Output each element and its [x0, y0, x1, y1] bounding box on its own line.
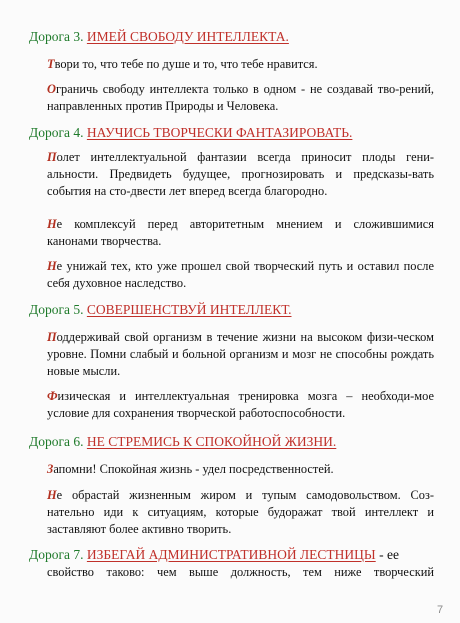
section-title: СОВЕРШЕНСТВУЙ ИНТЕЛЛЕКТ. — [86, 302, 292, 317]
section-heading-3 — [29, 28, 289, 45]
paragraph-continuation: свойство таково: чем выше должность, тем ниже творческий — [47, 565, 434, 579]
paragraph-text: вори то, что тебе по душе и то, что тебе нравится. — [54, 57, 318, 71]
section-label: Дорога 3. — [29, 29, 84, 44]
section-label: Дорога 5. — [29, 302, 84, 317]
drop-initial: Н — [47, 217, 57, 231]
page-number: 7 — [437, 604, 444, 616]
section-heading-4 — [29, 124, 352, 141]
drop-initial: Ф — [47, 389, 58, 403]
paragraph — [47, 258, 434, 292]
section-title: ИЗБЕГАЙ АДМИНИСТРАТИВНОЙ ЛЕСТНИЦЫ — [86, 547, 376, 562]
section-heading-7 — [29, 546, 399, 563]
paragraph-text: е обрастай жизненным жиром и тупым самодовольством. Соз-нательно иди к ситуациям, которые будоражат твой интеллект и заставляют более активно творить. — [47, 488, 434, 536]
paragraph-text: изическая и интеллектуальная тренировка мозга – необходи-мое условие для сохранения творческой работоспособности. — [47, 389, 434, 420]
section-heading-5 — [29, 301, 292, 318]
drop-initial: О — [47, 82, 56, 96]
paragraph — [47, 329, 434, 380]
section-label: Дорога 6. — [29, 434, 84, 449]
section-title: ИМЕЙ СВОБОДУ ИНТЕЛЛЕКТА. — [86, 29, 289, 44]
section-title: НЕ СТРЕМИСЬ К СПОКОЙНОЙ ЖИЗНИ. — [86, 434, 337, 449]
paragraph — [47, 56, 434, 73]
paragraph — [47, 487, 434, 538]
drop-initial: З — [47, 462, 54, 476]
section-title: НАУЧИСЬ ТВОРЧЕСКИ ФАНТАЗИРОВАТЬ. — [86, 125, 353, 140]
paragraph — [47, 461, 434, 478]
paragraph-text: оддерживай свой организм в течение жизни на высоком физи-ческом уровне. Помни слабый и больной организм и мозг не способны рождать новые мысли. — [47, 330, 434, 378]
paragraph-text: е комплексуй перед авторитетным мнением и сложившимися канонами творчества. — [47, 217, 434, 248]
drop-initial: П — [47, 330, 57, 344]
section-label: Дорога 7. — [29, 547, 84, 562]
paragraph-text: е унижай тех, кто уже прошел свой творческий путь и оставил после себя духовное наследство. — [47, 259, 434, 290]
paragraph — [47, 81, 434, 115]
paragraph — [47, 216, 434, 250]
paragraph-text: апомни! Спокойная жизнь - удел посредственностей. — [53, 462, 334, 476]
drop-initial: П — [47, 150, 57, 164]
section-heading-6 — [29, 433, 336, 450]
drop-initial: Н — [47, 488, 57, 502]
paragraph — [47, 388, 434, 422]
paragraph-text: олет интеллектуальной фантазии всегда приносит плоды гени-альности. Предвидеть будущее, прогнозировать и предсказы-вать события на сто-двести лет вперед всегда благородно. — [47, 150, 434, 198]
paragraph-text: граничь свободу интеллекта только в одном - не создавай тво-рений, направленных против Природы и Человека. — [47, 82, 434, 113]
drop-initial: Т — [47, 57, 55, 71]
section-label: Дорога 4. — [29, 125, 84, 140]
drop-initial: Н — [47, 259, 57, 273]
section-title-tail: - ее — [375, 547, 399, 562]
paragraph — [47, 149, 434, 200]
